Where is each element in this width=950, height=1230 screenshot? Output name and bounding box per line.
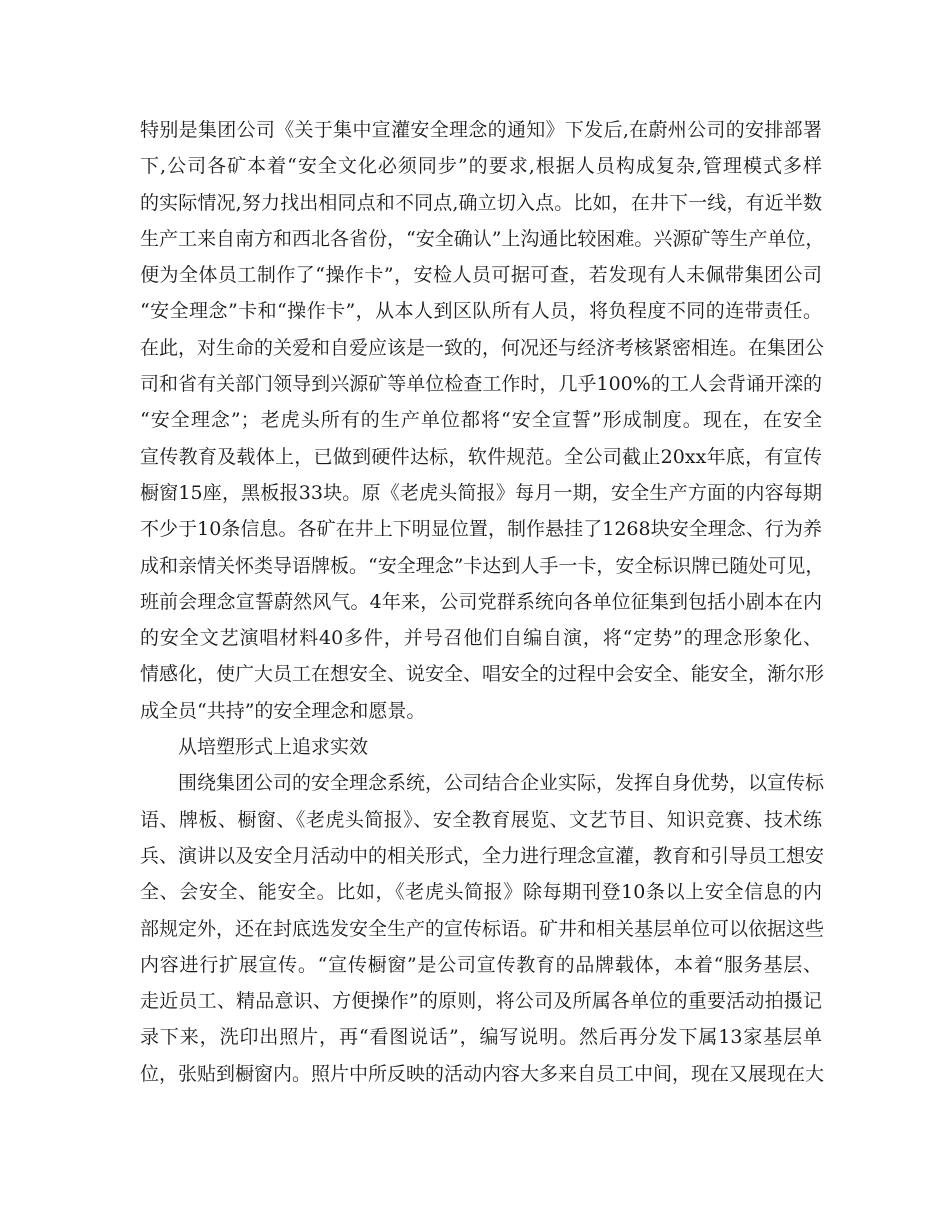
text-line: “安全理念”卡和“操作卡”，从本人到区队所有人员，将负程度不同的连带责任。 <box>140 300 822 323</box>
text-line: 在此，对生命的关爱和自爱应该是一致的，何况还与经济考核紧密相连。在集团公 <box>140 336 825 359</box>
text-line: 内容进行扩展宣传。“宣传橱窗”是公司宣传教育的品牌载体，本着“服务基层、 <box>140 953 822 976</box>
text-line: 下,公司各矿本着“安全文化必须同步”的要求,根据人员构成复杂,管理模式多样 <box>140 155 822 178</box>
text-line: 特别是集团公司《关于集中宣灌安全理念的通知》下发后,在蔚州公司的安排部署 <box>140 119 822 141</box>
text-line: 橱窗15座，黑板报33块。原《老虎头简报》每月一期，安全生产方面的内容每期 <box>140 481 822 504</box>
text-line: 司和省有关部门领导到兴源矿等单位检查工作时，几乎100%的工人会背诵开滦的 <box>140 373 822 396</box>
paragraph-2 <box>140 765 825 1092</box>
text-line: 位，张贴到橱窗内。照片中所反映的活动内容大多来自员工中间，现在又展现在大 <box>140 1062 825 1085</box>
text-line: 部规定外，还在封底选发安全生产的宣传标语。矿井和相关基层单位可以依据这些 <box>140 917 825 940</box>
text-line: 全、会安全、能安全。比如，《老虎头简报》除每期刊登10条以上安全信息的内 <box>140 881 822 904</box>
text-line: 录下来，洗印出照片，再“看图说话”，编写说明。然后再分发下属13家基层单 <box>140 1026 822 1049</box>
text-line: 的安全文艺演唱材料40多件，并号召他们自编自演，将“定势”的理念形象化、 <box>140 627 822 650</box>
document-body <box>140 112 825 1092</box>
text-line: 围绕集团公司的安全理念系统，公司结合企业实际，发挥自身优势，以宣传标 <box>178 772 825 795</box>
text-line: 的实际情况,努力找出相同点和不同点,确立切入点。比如，在井下一线，有近半数 <box>140 191 822 214</box>
paragraph-1 <box>140 112 825 729</box>
text-line: “安全理念”；老虎头所有的生产单位都将“安全宣誓”形成制度。现在，在安全 <box>140 409 822 432</box>
text-line: 生产工来自南方和西北各省份，“安全确认”上沟通比较困难。兴源矿等生产单位， <box>140 227 825 250</box>
section-heading: 从培塑形式上追求实效 <box>178 736 369 759</box>
text-line: 情感化，使广大员工在想安全、说安全、唱安全的过程中会安全、能安全，渐尔形 <box>140 663 825 686</box>
text-line: 班前会理念宣誓蔚然风气。4年来，公司党群系统向各单位征集到包括小剧本在内 <box>140 590 822 613</box>
text-line: 不少于10条信息。各矿在井上下明显位置，制作悬挂了1268块安全理念、行为养 <box>140 518 822 541</box>
text-line: 兵、演讲以及安全月活动中的相关形式，全力进行理念宣灌，教育和引导员工想安 <box>140 844 825 867</box>
text-line: 便为全体员工制作了“操作卡”，安检人员可据可查，若发现有人未佩带集团公司 <box>140 264 822 287</box>
text-line: 成和亲情关怀类导语牌板。“安全理念”卡达到人手一卡，安全标识牌已随处可见， <box>140 554 825 577</box>
text-line: 语、牌板、橱窗、《老虎头简报》、安全教育展览、文艺节目、知识竞赛、技术练 <box>140 808 822 831</box>
text-line: 成全员“共持”的安全理念和愿景。 <box>140 699 426 722</box>
text-line: 走近员工、精品意识、方便操作”的原则，将公司及所属各单位的重要活动拍摄记 <box>140 990 822 1013</box>
text-line: 宣传教育及载体上，已做到硬件达标，软件规范。全公司截止20xx年底，有宣传 <box>140 445 822 468</box>
